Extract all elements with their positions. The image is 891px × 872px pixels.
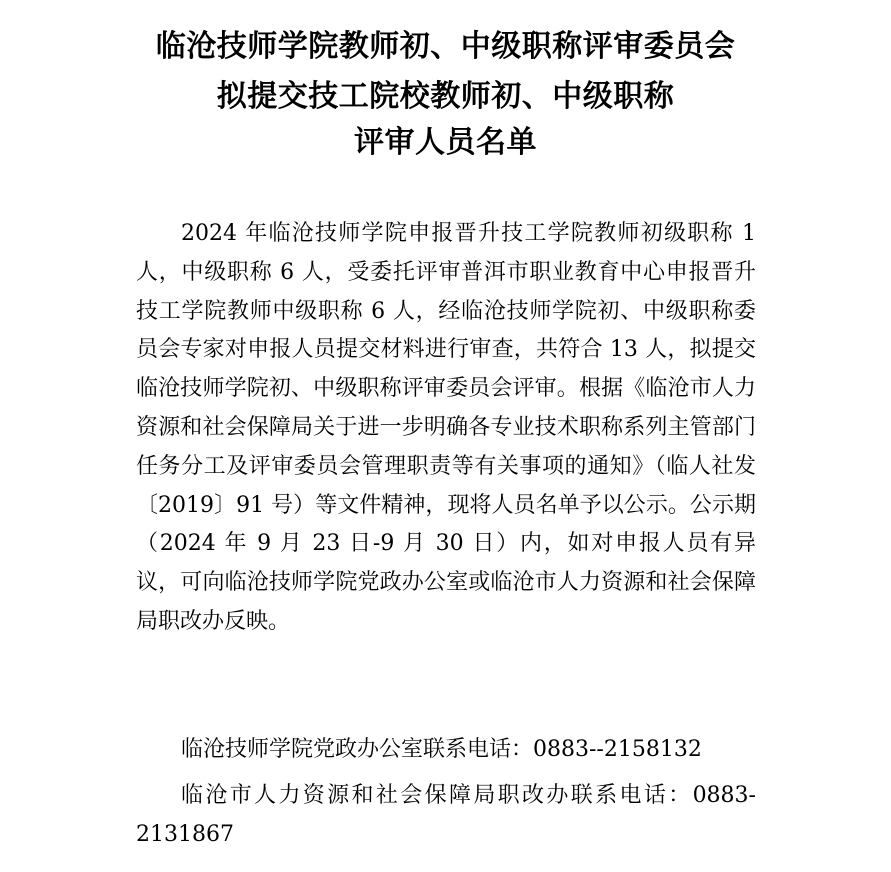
college-contact-phone: 临沧技师学院党政办公室联系电话：0883--2158132 [181, 737, 702, 762]
notice-body-paragraph: 2024 年临沧技师学院申报晋升技工学院教师初级职称 1 人，中级职称 6 人，受委托评审普洱市职业教育中心申报晋升技工学院教师中级职称 6 人，经临沧技师学院初、中级职称委员会专家对申报人员提交材料进行审查，共符合 13 人，拟提交临沧技师学院初、中级职称评审委员会评审。根据《临沧市人力资源和社会保障局关于进一步明确各专业技术职称系列主管部门任务分工及评审委员会管理职责等有关事项的通知》（临人社发〔2019〕91 号）等文件精神，现将人员名单予以公示。公示期（2024 年 9 月 23 日-9 月 30 日）内，如对申报人员有异议，可向临沧技师学院党政办公室或临沧市人力资源和社会保障局职改办反映。 [136, 221, 756, 634]
bureau-contact-phone: 临沧市人力资源和社会保障局职改办联系电话：0883-2131867 [136, 783, 756, 847]
document-title-line-3: 评审人员名单 [354, 125, 537, 160]
document-title-line-1: 临沧技师学院教师初、中级职称评审委员会 [155, 29, 736, 64]
document-title-line-2: 拟提交技工院校教师初、中级职称 [216, 79, 675, 114]
